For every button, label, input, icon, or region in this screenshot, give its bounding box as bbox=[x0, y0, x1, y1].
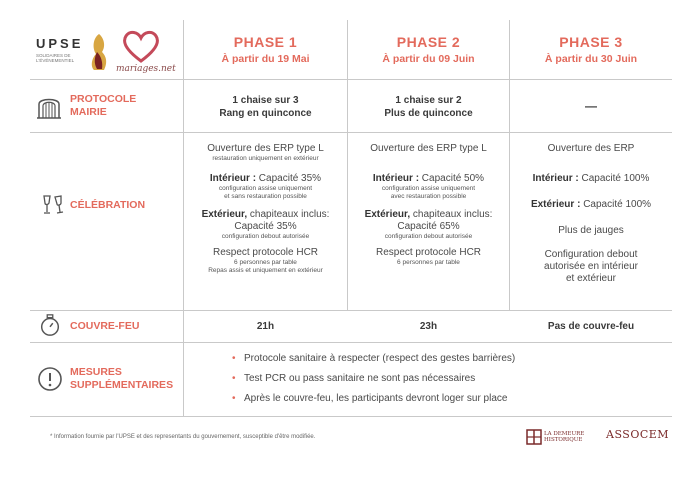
p1-hcr-note2: Repas assis et uniquement en extérieur bbox=[208, 267, 323, 274]
protocole-label-line2: MAIRIE bbox=[70, 106, 107, 118]
assocem-logo: ASSOCEM bbox=[606, 428, 670, 441]
p1-hcr-note1: 6 personnes par table bbox=[234, 259, 297, 266]
p3-ext-label: Extérieur : bbox=[530, 199, 581, 210]
p1-ext-note: configuration debout autorisée bbox=[221, 233, 310, 240]
p2-int-note1: configuration assise uniquement bbox=[381, 185, 476, 192]
row-divider bbox=[30, 416, 672, 417]
protocole-phase-2 bbox=[348, 94, 509, 120]
celebration-label: CÉLÉBRATION bbox=[70, 199, 146, 211]
p1-int-note2: et sans restauration possible bbox=[224, 193, 307, 200]
demeure-historique-logo bbox=[526, 428, 592, 446]
phase-3-date: À partir du 30 Juin bbox=[544, 53, 638, 65]
p3-int-value: Capacité 100% bbox=[578, 173, 650, 184]
couvre-feu-phase-1: 21h bbox=[256, 321, 275, 332]
p1-ext-label: Extérieur, bbox=[201, 209, 248, 220]
mariages-net-word: mariages.net bbox=[116, 64, 176, 74]
p1-hcr: Respect protocole HCR bbox=[212, 247, 319, 258]
champagne-glasses-icon bbox=[40, 192, 66, 218]
p2-ext-value: chapiteaux inclus: bbox=[410, 209, 493, 220]
p2-int-label: Intérieur : bbox=[372, 173, 420, 184]
p3-jauges: Plus de jauges bbox=[558, 225, 624, 236]
celebration-phase-3 bbox=[510, 143, 672, 285]
upse-logo-word: UPSE bbox=[36, 36, 84, 51]
heart-icon bbox=[116, 28, 166, 64]
p3-interieur bbox=[510, 173, 672, 185]
phase-1-title: PHASE 1 bbox=[233, 34, 298, 50]
couvre-feu-label: COUVRE-FEU bbox=[70, 320, 140, 332]
upse-logo bbox=[36, 36, 108, 76]
p1-int-label: Intérieur : bbox=[209, 173, 257, 184]
p2-int-value: Capacité 50% bbox=[419, 173, 485, 184]
celebration-phase-1 bbox=[184, 143, 347, 275]
protocole-p1-line1: 1 chaise sur 3 bbox=[232, 95, 299, 106]
p1-ext-cap: Capacité 35% bbox=[234, 221, 297, 232]
p2-hcr-note1: 6 personnes par table bbox=[397, 259, 460, 266]
mesures-label-line1: MESURES bbox=[70, 366, 122, 378]
couvre-feu-phase-3: Pas de couvre-feu bbox=[547, 321, 635, 332]
row-divider bbox=[30, 310, 672, 311]
p3-int-label: Intérieur : bbox=[532, 173, 579, 184]
p1-erp-note: restauration uniquement en extérieur bbox=[212, 155, 319, 162]
row-divider bbox=[30, 342, 672, 343]
row-divider bbox=[30, 132, 672, 133]
p3-exterieur bbox=[510, 199, 672, 211]
couvre-feu-phase-2: 23h bbox=[419, 321, 438, 332]
p3-ext-value: Capacité 100% bbox=[580, 199, 652, 210]
p2-int-note2: avec restauration possible bbox=[390, 193, 467, 200]
upse-logo-subtitle: SOLIDAIRES DE L'ÉVÉNEMENTIEL bbox=[36, 53, 75, 63]
protocole-p2-line2: Plus de quinconce bbox=[384, 108, 473, 119]
mesures-label-line2: SUPPLÉMENTAIRES bbox=[70, 379, 174, 391]
p2-exterieur bbox=[348, 209, 509, 221]
protocole-label-line1: PROTOCOLE bbox=[70, 93, 137, 105]
mesures-label bbox=[70, 366, 173, 392]
mariages-net-logo bbox=[116, 28, 176, 78]
town-hall-icon bbox=[36, 94, 62, 120]
p2-erp: Ouverture des ERP type L bbox=[370, 143, 487, 154]
protocole-phase-3: — bbox=[585, 99, 597, 113]
celebration-phase-2 bbox=[348, 143, 509, 267]
upse-figure-icon bbox=[88, 32, 110, 72]
protocole-phase-1 bbox=[184, 94, 347, 120]
phase-2-title: PHASE 2 bbox=[396, 34, 461, 50]
p2-hcr: Respect protocole HCR bbox=[375, 247, 482, 258]
p1-int-note1: configuration assise uniquement bbox=[218, 185, 313, 192]
exclamation-circle-icon bbox=[37, 366, 63, 392]
phase-2-date: À partir du 09 Juin bbox=[382, 53, 475, 65]
p2-ext-note: configuration debout autorisée bbox=[384, 233, 473, 240]
list-item: • Protocole sanitaire à respecter (respect des gestes barrières) bbox=[232, 349, 632, 369]
p3-config-line2: autorisée en intérieur bbox=[544, 261, 638, 272]
stopwatch-icon bbox=[38, 313, 62, 337]
demeure-historique-word: LA DEMEURE HISTORIQUE bbox=[544, 431, 585, 443]
protocole-p2-line1: 1 chaise sur 2 bbox=[395, 95, 462, 106]
p2-ext-cap: Capacité 65% bbox=[397, 221, 460, 232]
p2-interieur bbox=[348, 173, 509, 185]
p1-interieur bbox=[184, 173, 347, 185]
protocole-p1-line2: Rang en quinconce bbox=[219, 108, 312, 119]
protocole-mairie-label bbox=[70, 93, 136, 119]
phase-3-title: PHASE 3 bbox=[559, 34, 623, 50]
phase-1-date: À partir du 19 Mai bbox=[221, 53, 310, 65]
list-item: • Test PCR ou pass sanitaire ne sont pas nécessaires bbox=[232, 369, 632, 389]
list-item: • Après le couvre-feu, les participants devront loger sur place bbox=[232, 389, 632, 409]
p1-int-value: Capacité 35% bbox=[256, 173, 322, 184]
p3-config-line3: et extérieur bbox=[565, 273, 617, 284]
row-divider bbox=[30, 79, 672, 80]
p1-exterieur bbox=[184, 209, 347, 221]
p1-erp: Ouverture des ERP type L bbox=[207, 143, 324, 154]
p1-ext-value: chapiteaux inclus: bbox=[247, 209, 330, 220]
p3-config-line1: Configuration debout bbox=[544, 249, 638, 260]
p3-erp: Ouverture des ERP bbox=[547, 143, 635, 154]
footnote: * Information fournie par l'UPSE et des representants du gouvernement, susceptible d'être modifiée. bbox=[50, 434, 316, 440]
mesures-list bbox=[232, 349, 632, 409]
p2-ext-label: Extérieur, bbox=[364, 209, 411, 220]
